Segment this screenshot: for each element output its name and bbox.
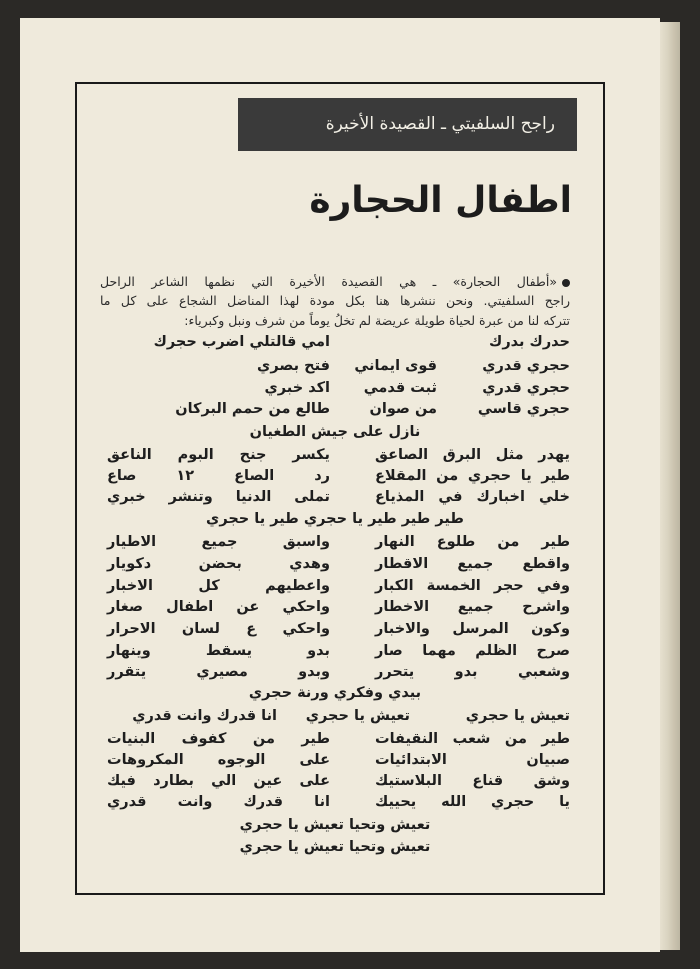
verse: وشق قناع البلاستيك <box>375 773 570 789</box>
verse: صرح الظلم مهما صار <box>375 643 570 659</box>
verse: انا قدرك وانت قدري <box>107 794 330 810</box>
verse: فتح بصري <box>257 358 330 374</box>
verse: واعطيهم كل الاخبار <box>107 578 330 594</box>
verse: وشعبي بدو يتحرر <box>375 664 570 680</box>
verse: ثبت قدمي <box>363 380 437 396</box>
refrain: نازل على جيش الطغيان <box>249 424 421 440</box>
bullet-icon <box>562 279 570 287</box>
verse: حجري قاسي <box>477 401 570 417</box>
verse: واحكي عن اطفال صغار <box>107 599 330 615</box>
intro-line <box>100 274 570 289</box>
header-bar: راجح السلفيتي ـ القصيدة الأخيرة <box>238 98 577 151</box>
verse: يكسر جنح البوم الناعق <box>107 447 330 463</box>
intro-line: تتركه لنا من عبرة لحياة طويلة عريضة لم تخلُ يوماً من شرف ونبل وكبرياء: <box>184 313 570 328</box>
verse: قوى ايماني <box>354 358 437 374</box>
verse: طير من كفوف البنيات <box>107 731 330 747</box>
verse: يهدر مثل البرق الصاعق <box>375 447 570 463</box>
verse: واحكي ع لسان الاحرار <box>107 621 330 637</box>
verse: وهدي بحضن دكويار <box>107 556 330 572</box>
intro-text: «أطفال الحجارة» ـ هي القصيدة الأخيرة التي نظمها الشاعر الراحل <box>100 274 557 289</box>
verse: طير من طلوع النهار <box>375 534 570 550</box>
verse: واقطع جميع الاقطار <box>375 556 570 572</box>
verse: على عين الي بطارد فيك <box>107 773 330 789</box>
chorus: انا قدرك وانت قدري <box>132 708 277 724</box>
verse: وبدو مصيري يتقرر <box>107 664 330 680</box>
verse: واشرح جميع الاخطار <box>375 599 570 615</box>
verse: وفي حجر الخمسة الكبار <box>375 578 570 594</box>
verse: وكون المرسل والاخبار <box>375 621 570 637</box>
page-edges <box>660 22 680 950</box>
verse: يا حجري الله يحييك <box>375 794 570 810</box>
verse: خلي اخبارك في المذياع <box>375 489 570 505</box>
verse: طير يا حجري من المقلاع <box>375 468 570 484</box>
verse: حجري قدري <box>482 358 570 374</box>
verse: حجري قدري <box>482 380 570 396</box>
chorus: تعيش يا حجري <box>305 708 410 724</box>
verse: طير من شعب النقيفات <box>375 731 570 747</box>
poem-title: اطفال الحجارة <box>309 180 572 221</box>
verse: رد الصاع ١٢ صاع <box>107 468 330 484</box>
verse: من صوان <box>369 401 437 417</box>
closing-line: تعيش وتحيا تعيش يا حجري <box>239 817 431 833</box>
verse: صبيان الابتدائيات <box>375 752 570 768</box>
intro-line: راجح السلفيتي. ونحن ننشرها هنا بكل مودة لهذا المناضل الشجاع على كل ما <box>100 293 570 308</box>
chorus: تعيش يا حجري <box>465 708 570 724</box>
closing-line: تعيش وتحيا تعيش يا حجري <box>239 839 431 855</box>
verse: اكد خبري <box>264 380 330 396</box>
verse: بدو يسقط وينهار <box>107 643 330 659</box>
verse: طالع من حمم البركان <box>175 401 330 417</box>
verse: امي قالتلي اضرب حجرك <box>153 334 330 350</box>
verse: واسبق جميع الاطيار <box>107 534 330 550</box>
verse: تملى الدنيا وتنشر خبري <box>107 489 330 505</box>
refrain: بيدي وفكري ورنة حجري <box>248 685 422 701</box>
refrain: طير طير طير يا حجري طير يا حجري <box>206 511 464 527</box>
verse: على الوجوه المكروهات <box>107 752 330 768</box>
verse: حدرك بدرك <box>489 334 570 350</box>
